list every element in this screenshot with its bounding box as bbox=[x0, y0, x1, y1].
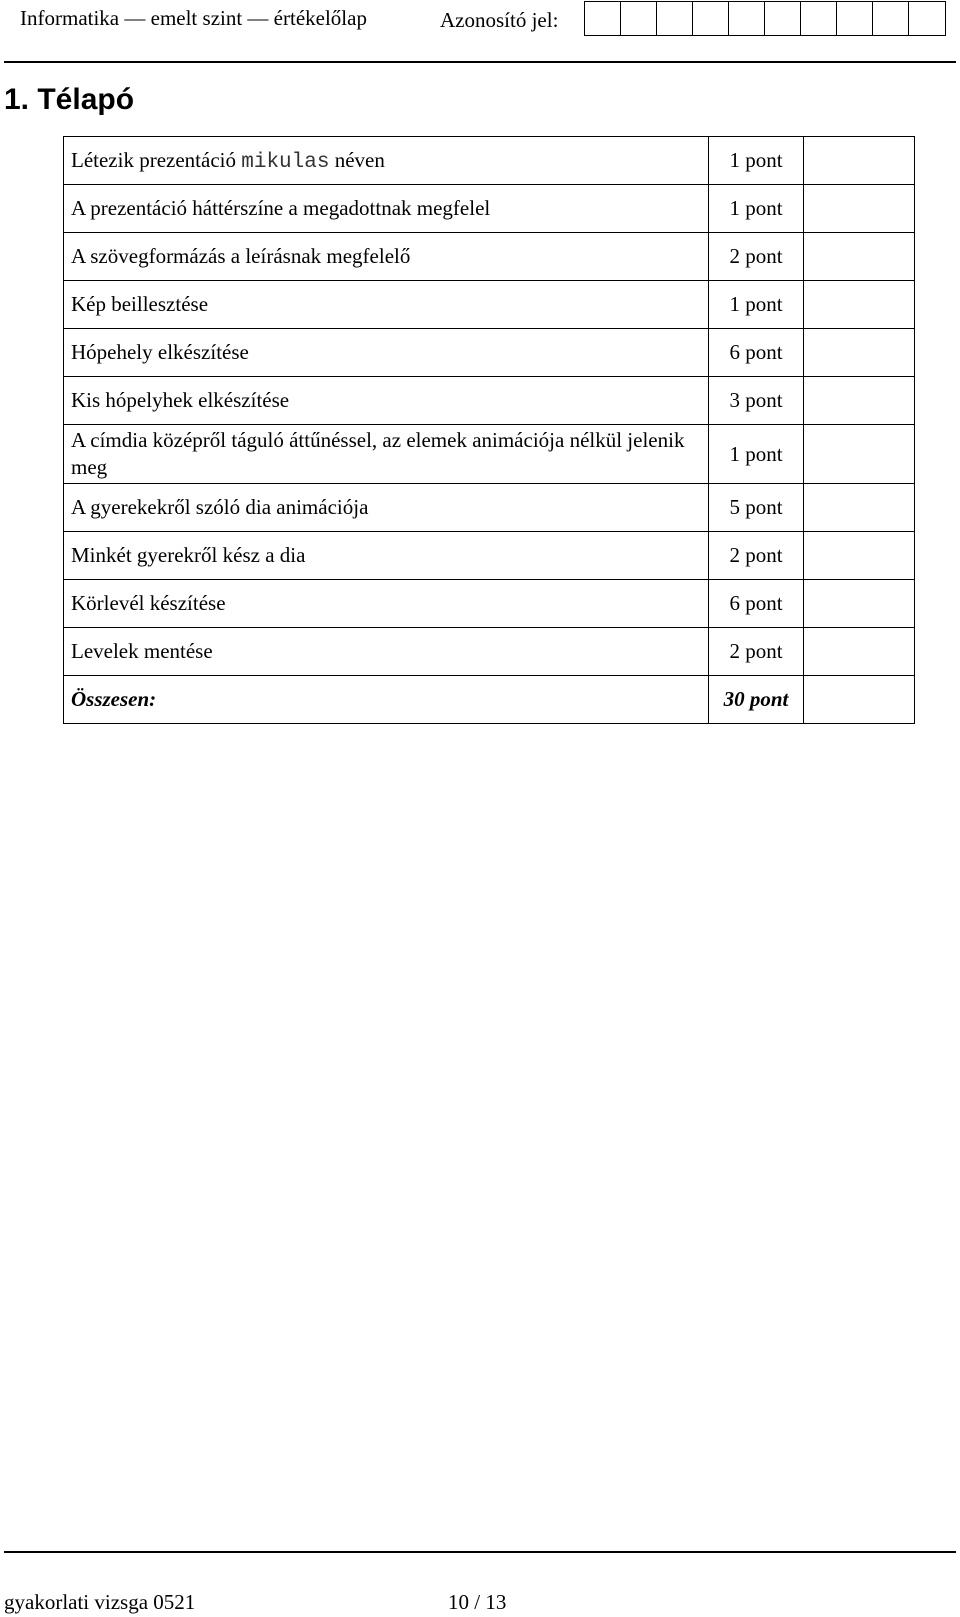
table-row bbox=[64, 628, 915, 676]
score-cell[interactable] bbox=[804, 580, 915, 628]
id-boxes bbox=[584, 1, 946, 36]
score-cell[interactable] bbox=[804, 377, 915, 425]
criterion-text-pre: Létezik prezentáció bbox=[71, 147, 242, 172]
criterion-points: 1 pont bbox=[709, 137, 804, 185]
id-box[interactable] bbox=[657, 2, 693, 35]
score-cell[interactable] bbox=[804, 329, 915, 377]
criterion-text: A gyerekekről szóló dia animációja bbox=[64, 484, 709, 532]
id-box[interactable] bbox=[621, 2, 657, 35]
total-label: Összesen: bbox=[64, 676, 709, 724]
id-box[interactable] bbox=[693, 2, 729, 35]
header-divider bbox=[4, 61, 956, 63]
id-box[interactable] bbox=[909, 2, 945, 35]
criterion-text bbox=[64, 137, 709, 185]
table-row bbox=[64, 425, 915, 484]
criterion-points: 1 pont bbox=[709, 281, 804, 329]
task-title: 1. Télapó bbox=[4, 83, 135, 116]
criterion-points: 2 pont bbox=[709, 233, 804, 281]
criterion-points: 1 pont bbox=[709, 425, 804, 484]
criterion-points: 6 pont bbox=[709, 580, 804, 628]
id-box[interactable] bbox=[837, 2, 873, 35]
id-box[interactable] bbox=[729, 2, 765, 35]
score-cell[interactable] bbox=[804, 628, 915, 676]
score-cell[interactable] bbox=[804, 484, 915, 532]
id-box[interactable] bbox=[765, 2, 801, 35]
header-id-label: Azonosító jel: bbox=[440, 8, 559, 32]
table-row bbox=[64, 580, 915, 628]
grading-table bbox=[63, 136, 915, 724]
page-number: 10 / 13 bbox=[448, 1590, 507, 1614]
score-cell[interactable] bbox=[804, 281, 915, 329]
criterion-text: A prezentáció háttérszíne a megadottnak megfelel bbox=[64, 185, 709, 233]
criterion-text: Levelek mentése bbox=[64, 628, 709, 676]
score-cell[interactable] bbox=[804, 185, 915, 233]
table-row bbox=[64, 281, 915, 329]
id-box[interactable] bbox=[585, 2, 621, 35]
criterion-text: Körlevél készítése bbox=[64, 580, 709, 628]
id-box[interactable] bbox=[801, 2, 837, 35]
table-row bbox=[64, 484, 915, 532]
criterion-text: A címdia középről táguló áttűnéssel, az elemek animációja nélkül jelenik meg bbox=[64, 425, 709, 484]
criterion-text: Kép beillesztése bbox=[64, 281, 709, 329]
criterion-points: 2 pont bbox=[709, 628, 804, 676]
table-row bbox=[64, 329, 915, 377]
criterion-text: Minkét gyerekről kész a dia bbox=[64, 532, 709, 580]
score-cell[interactable] bbox=[804, 532, 915, 580]
criterion-points: 6 pont bbox=[709, 329, 804, 377]
criterion-points: 2 pont bbox=[709, 532, 804, 580]
file-name-code: mikulas bbox=[241, 150, 330, 174]
criterion-text: Kis hópelyhek elkészítése bbox=[64, 377, 709, 425]
score-cell[interactable] bbox=[804, 425, 915, 484]
table-row bbox=[64, 185, 915, 233]
footer-exam-code: gyakorlati vizsga 0521 bbox=[4, 1590, 196, 1614]
table-row bbox=[64, 233, 915, 281]
table-row bbox=[64, 377, 915, 425]
total-row bbox=[64, 676, 915, 724]
table-row bbox=[64, 532, 915, 580]
footer-divider bbox=[4, 1551, 956, 1553]
total-score-cell[interactable] bbox=[804, 676, 915, 724]
criterion-points: 1 pont bbox=[709, 185, 804, 233]
criterion-text: Hópehely elkészítése bbox=[64, 329, 709, 377]
total-points: 30 pont bbox=[709, 676, 804, 724]
score-cell[interactable] bbox=[804, 233, 915, 281]
header-subject: Informatika — emelt szint — értékelőlap bbox=[20, 6, 367, 30]
criterion-points: 5 pont bbox=[709, 484, 804, 532]
score-cell[interactable] bbox=[804, 137, 915, 185]
criterion-text-post: néven bbox=[329, 147, 385, 172]
table-row bbox=[64, 137, 915, 185]
criterion-text: A szövegformázás a leírásnak megfelelő bbox=[64, 233, 709, 281]
criterion-points: 3 pont bbox=[709, 377, 804, 425]
id-box[interactable] bbox=[873, 2, 909, 35]
page-header bbox=[0, 0, 960, 62]
